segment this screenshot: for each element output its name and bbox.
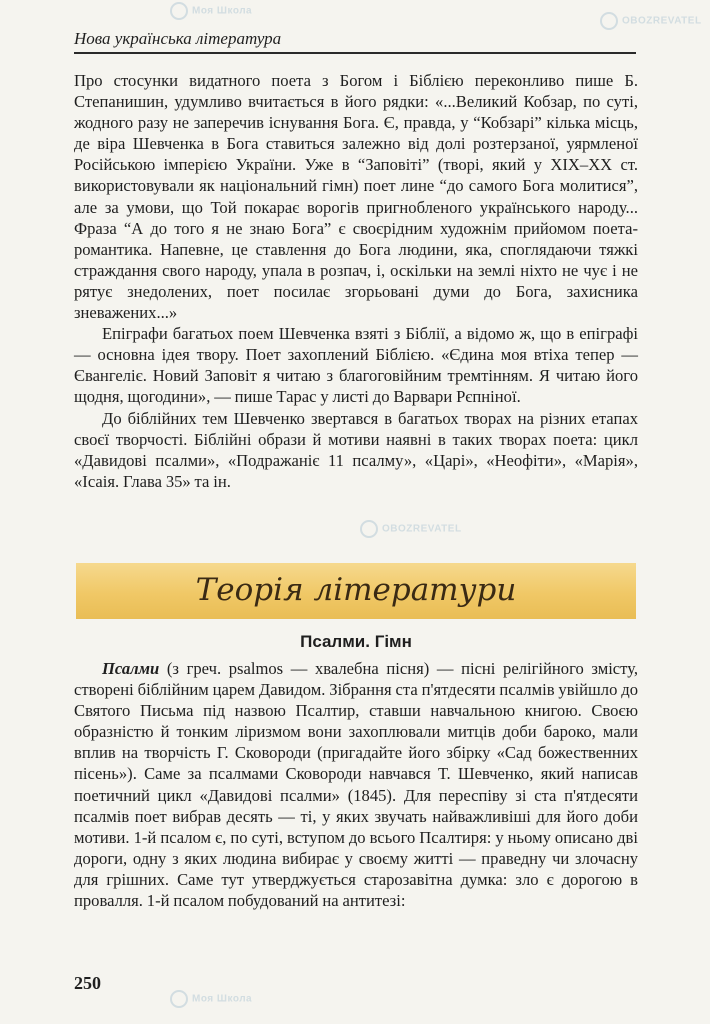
watermark-logo-icon xyxy=(170,2,188,20)
psalm-definition xyxy=(74,658,638,911)
page-number: 250 xyxy=(74,973,101,993)
section-title: Псалми. Гімн xyxy=(300,632,412,651)
watermark: Моя Школа xyxy=(170,2,252,20)
paragraph: До біблійних тем Шевченко звертався в багатьох творах на різних етапах своєї творчості. Біблійні образи й мотиви наявні в таких творах поета: цикл «Давидові псалми», «Подражаніє 11 псалму», «Царі», «Неофіти», «Марія», «Ісаія. Глава 35» та ін. xyxy=(74,408,638,491)
watermark: Моя Школа xyxy=(170,990,252,1008)
theory-banner xyxy=(76,563,636,619)
paragraph: Епіграфи багатьох поем Шевченка взяті з Біблії, а відомо ж, що в епіграфі — основна ідея твору. Поет захоплений Біблією. «Єдина моя втіха тепер — Євангеліє. Новий Заповіт я читаю з благоговійним тремтінням. Я читаю його щодня, щогодини», — пише Тарас у листі до Варвари Рєпніної. xyxy=(74,324,638,407)
intro-text xyxy=(74,70,638,492)
paragraph: Про стосунки видатного поета з Богом і Біблією переконливо пише Б. Степанишин, удумливо вчитається в його рядки: «...Великий Кобзар, по суті, жодного разу не заперечив існування Бога. Є, правда, у “Кобзарі” кілька місць, де віра Шевченка в Бога ставиться залежно від долі розтерзаної, уярмленої Російською імперією України. Уже в “Заповіті” (творі, який у XIX–XX ст. використовували як національний гімн) поет лине “до самого Бога молитися”, але за умови, що Той покарає ворогів пригнобленого українського народу... Фраза “А до того я не знаю Бога” є своєрідним художнім прийомом поета-романтика. Напевне, це ставлення до Бога людини, яка, споглядаючи тяжкі страждання свого народу, упала в розпач, і, оскільки на землі ніхто не чує і не рятує знедолених, поет посилає згорьовані думи до Бога, захисника зневажених...» xyxy=(74,71,638,323)
watermark: OBOZREVATEL xyxy=(360,520,462,538)
paragraph xyxy=(74,658,638,911)
watermark-logo-icon xyxy=(360,520,378,538)
running-header: Нова українська література xyxy=(74,28,636,54)
watermark: OBOZREVATEL xyxy=(600,12,702,30)
term: Псалми xyxy=(102,659,160,678)
banner-title: Теорія літератури xyxy=(195,572,517,608)
definition-text: (з греч. psalmos — хвалебна пісня) — пісні релігійного змісту, створені біблійним царем Давидом. Зібрання ста п'ятдесяти псалмів увійшло до Святого Письма під назвою Псалтир, ставши навчальною книгою. Своєю образністю й тонким ліризмом вони захоплювали митців доби бароко, мали вплив на творчість Г. Сковороди (пригадайте його збірку «Сад божественних пісень»). Саме за псалмами Сковороди навчався Т. Шевченко, який написав поетичний цикл «Давидові псалми» (1845). Для переспіву зі ста п'ятдесяти псалмів поет вибрав десять — ті, у яких звучать найважливіші для його доби мотиви. 1-й псалом є, по суті, вступом до всього Псалтиря: у ньому описано дві дороги, одну з яких людина вибирає у своєму житті — праведну чи злочасну для грішних. Саме тут утверджується старозавітна думка: зло є дорогою в провалля. 1-й псалом побудований на антитезі: xyxy=(74,659,638,911)
watermark-logo-icon xyxy=(170,990,188,1008)
